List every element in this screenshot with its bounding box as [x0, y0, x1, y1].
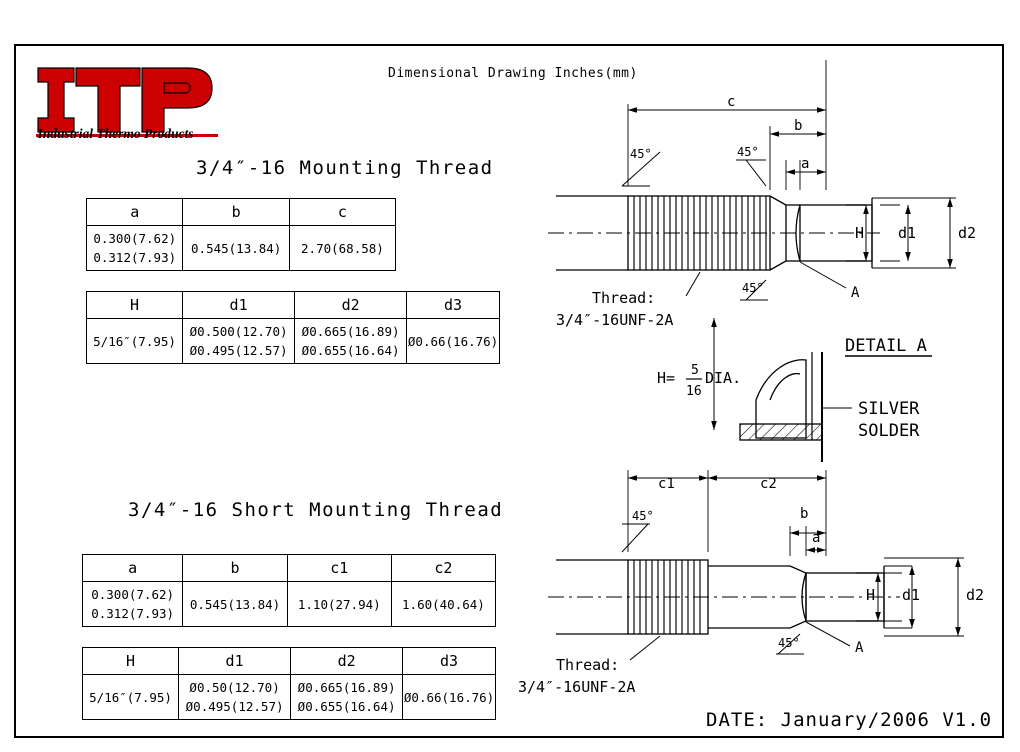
label-thread-2-bottom: 3/4″-16UNF-2A	[518, 678, 636, 696]
label-dim-c2: c2	[760, 476, 777, 492]
page-title: Dimensional Drawing Inches(mm)	[388, 66, 638, 81]
label-dim-b: b	[794, 118, 803, 134]
cell-d3: Ø0.66(16.76)	[403, 675, 496, 720]
svg-text:16: 16	[686, 384, 702, 399]
label-dim-H: H	[855, 224, 865, 242]
cell-a: 0.300(7.62) 0.312(7.93)	[83, 582, 183, 627]
label-chamfer-2-bottom: 45°	[778, 636, 800, 650]
label-dim-H-bottom: H	[866, 586, 876, 604]
label-thread-2: 3/4″-16UNF-2A	[556, 311, 674, 329]
col-header-b: b	[183, 555, 287, 582]
col-header-a: a	[83, 555, 183, 582]
cell-a: 0.300(7.62) 0.312(7.93)	[87, 226, 183, 271]
label-thread-1: Thread:	[592, 289, 656, 307]
table-row	[83, 675, 496, 720]
logo-caption: Industrial Thermo Products	[37, 126, 194, 141]
col-header-d2: d2	[295, 292, 407, 319]
col-header-c2: c2	[391, 555, 495, 582]
table-mounting-abc	[86, 198, 396, 271]
cell-c1: 1.10(27.94)	[287, 582, 391, 627]
col-header-c1: c1	[287, 555, 391, 582]
table-row	[87, 319, 500, 364]
cell-H: 5/16″(7.95)	[87, 319, 183, 364]
table-header-row	[83, 648, 496, 675]
cell-b: 0.545(13.84)	[183, 226, 289, 271]
label-dim-c: c	[727, 94, 736, 110]
col-header-H: H	[83, 648, 179, 675]
svg-text:DIA.: DIA.	[705, 369, 742, 387]
label-chamfer-1-bottom: 45°	[632, 509, 654, 523]
label-dim-a-bottom: a	[812, 530, 821, 546]
svg-text:5: 5	[691, 363, 699, 378]
table-header-row	[83, 555, 496, 582]
detail-a-title: DETAIL A	[845, 336, 927, 356]
col-header-d3: d3	[403, 648, 496, 675]
label-dim-c1: c1	[658, 476, 675, 492]
cell-H: 5/16″(7.95)	[83, 675, 179, 720]
table-short-abc	[82, 554, 496, 627]
date-label: DATE: January/2006 V1.0	[706, 709, 993, 731]
col-header-c: c	[289, 199, 395, 226]
col-header-d3: d3	[407, 292, 500, 319]
label-chamfer-1: 45°	[630, 147, 652, 161]
table-mounting-hd	[86, 291, 500, 364]
col-header-d2: d2	[291, 648, 403, 675]
cell-d3: Ø0.66(16.76)	[407, 319, 500, 364]
cell-c: 2.70(68.58)	[289, 226, 395, 271]
section-title-mounting-thread: 3/4″-16 Mounting Thread	[196, 157, 494, 179]
svg-text:H=: H=	[657, 369, 676, 387]
label-chamfer-3: 45°	[742, 281, 764, 295]
col-header-H: H	[87, 292, 183, 319]
table-short-hd	[82, 647, 496, 720]
cell-c2: 1.60(40.64)	[391, 582, 495, 627]
col-header-a: a	[87, 199, 183, 226]
section-title-short-mounting-thread: 3/4″-16 Short Mounting Thread	[128, 499, 504, 521]
label-dim-d1-bottom: d1	[902, 586, 921, 604]
table-row	[83, 582, 496, 627]
col-header-b: b	[183, 199, 289, 226]
col-header-d1: d1	[179, 648, 291, 675]
label-silver: SILVER	[858, 399, 920, 419]
label-dim-b-bottom: b	[800, 506, 809, 522]
cell-b: 0.545(13.84)	[183, 582, 287, 627]
table-row	[87, 226, 396, 271]
cell-d2: Ø0.665(16.89) Ø0.655(16.64)	[291, 675, 403, 720]
label-dim-d1: d1	[898, 224, 917, 242]
cell-d1: Ø0.500(12.70) Ø0.495(12.57)	[183, 319, 295, 364]
label-dim-d2-bottom: d2	[966, 586, 985, 604]
cell-d1: Ø0.50(12.70) Ø0.495(12.57)	[179, 675, 291, 720]
drawing-border	[14, 44, 1004, 738]
cell-d2: Ø0.665(16.89) Ø0.655(16.64)	[295, 319, 407, 364]
label-thread-1-bottom: Thread:	[556, 656, 620, 674]
label-solder: SOLDER	[858, 421, 920, 441]
label-dim-a: a	[801, 156, 810, 172]
label-callout-a: A	[851, 285, 860, 301]
label-chamfer-2: 45°	[737, 145, 759, 159]
table-header-row	[87, 292, 500, 319]
table-header-row	[87, 199, 396, 226]
label-dim-d2: d2	[958, 224, 977, 242]
col-header-d1: d1	[183, 292, 295, 319]
label-callout-a-bottom: A	[855, 640, 864, 656]
